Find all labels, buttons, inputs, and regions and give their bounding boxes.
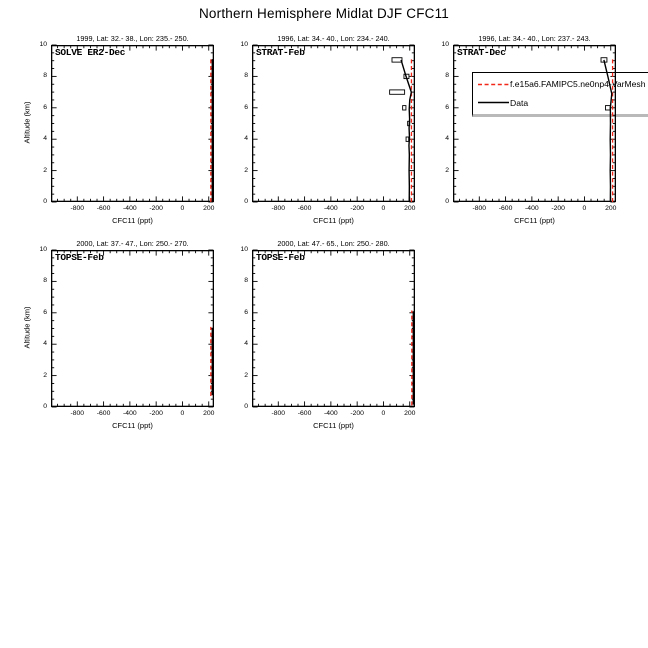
y-tick-label: 4 — [43, 135, 47, 143]
x-axis-title: CFC11 (ppt) — [514, 216, 555, 225]
x-tick-label: -600 — [297, 410, 312, 417]
y-tick-label: 10 — [240, 41, 248, 48]
x-tick-label: -200 — [149, 205, 163, 212]
x-tick-label: -400 — [324, 410, 338, 417]
x-tick-label: -800 — [472, 205, 487, 212]
panel-campaign-label: TOPSE-Feb — [256, 252, 305, 263]
x-tick-label: 0 — [381, 205, 386, 212]
panel-plot-svg — [252, 45, 415, 202]
legend-entry-label: f.e15a6.FAMIPC5.ne0np4-VarMesh — [510, 79, 646, 90]
y-tick-label: 2 — [43, 371, 47, 379]
x-tick-label: -400 — [123, 205, 137, 212]
x-axis-title: CFC11 (ppt) — [313, 421, 354, 430]
x-tick-label: -600 — [498, 205, 513, 212]
x-axis-title: CFC11 (ppt) — [313, 216, 354, 225]
y-tick-label: 8 — [43, 277, 47, 285]
panel-plot-svg — [51, 45, 214, 202]
x-tick-label: 200 — [203, 205, 215, 212]
x-tick-label: -200 — [350, 410, 364, 417]
y-tick-label: 0 — [43, 198, 47, 205]
y-tick-label: 0 — [445, 198, 449, 205]
y-tick-label: 8 — [445, 72, 449, 80]
x-tick-label: -200 — [149, 410, 163, 417]
y-tick-label: 8 — [244, 277, 248, 285]
y-tick-label: 4 — [43, 340, 47, 348]
panel-header: 2000, Lat: 37.- 47., Lon: 250.- 270. — [76, 239, 189, 248]
x-tick-label: -400 — [525, 205, 539, 212]
y-tick-label: 8 — [244, 72, 248, 80]
y-tick-label: 2 — [244, 166, 248, 174]
y-tick-label: 6 — [43, 103, 47, 111]
x-tick-label: -600 — [96, 205, 111, 212]
panel-plot-svg — [252, 250, 415, 407]
figure-title: Northern Hemisphere Midlat DJF CFC11 — [198, 6, 450, 21]
y-tick-label: 2 — [43, 166, 47, 174]
panel-header: 1999, Lat: 32.- 38., Lon: 235.- 250. — [76, 34, 189, 43]
y-tick-label: 4 — [445, 135, 449, 143]
y-tick-label: 10 — [39, 246, 47, 253]
y-tick-label: 10 — [39, 41, 47, 48]
x-tick-label: -600 — [297, 205, 312, 212]
panel-campaign-label: SOLVE ER2-Dec — [55, 47, 126, 58]
x-tick-label: 200 — [404, 205, 416, 212]
profile-panel-1 — [22, 34, 215, 225]
y-tick-label: 0 — [244, 198, 248, 205]
x-tick-label: -800 — [271, 410, 286, 417]
legend-entry-label: Data — [510, 97, 529, 108]
panel-campaign-label: STRAT-Dec — [457, 47, 506, 58]
profile-panel-3 — [441, 34, 617, 225]
x-tick-label: -200 — [350, 205, 364, 212]
y-tick-label: 0 — [43, 403, 47, 410]
x-tick-label: -400 — [123, 410, 137, 417]
profile-panel-4 — [22, 239, 215, 430]
panel-campaign-label: STRAT-Feb — [256, 47, 305, 58]
x-tick-label: 0 — [381, 410, 386, 417]
y-tick-label: 6 — [43, 308, 47, 316]
y-tick-label: 6 — [445, 103, 449, 111]
x-axis-title: CFC11 (ppt) — [112, 421, 153, 430]
x-tick-label: -800 — [70, 410, 85, 417]
panel-plot-svg — [51, 250, 214, 407]
y-tick-label: 4 — [244, 340, 248, 348]
x-tick-label: -800 — [70, 205, 85, 212]
y-axis-title: Altitude (km) — [22, 305, 32, 349]
x-tick-label: 200 — [203, 410, 215, 417]
profile-panel-2 — [240, 34, 416, 225]
panel-header: 2000, Lat: 47.- 65., Lon: 250.- 280. — [277, 239, 390, 248]
x-tick-label: -200 — [551, 205, 565, 212]
panel-header: 1996, Lat: 34.- 40., Lon: 237.- 243. — [478, 34, 591, 43]
y-tick-label: 2 — [445, 166, 449, 174]
x-tick-label: 200 — [404, 410, 416, 417]
y-tick-label: 10 — [240, 246, 248, 253]
x-tick-label: 200 — [605, 205, 617, 212]
panel-campaign-label: TOPSE-Feb — [55, 252, 104, 263]
panel-plot-svg — [453, 45, 616, 202]
x-axis-title: CFC11 (ppt) — [112, 216, 153, 225]
y-tick-label: 8 — [43, 72, 47, 80]
y-tick-label: 6 — [244, 103, 248, 111]
y-axis-title: Altitude (km) — [22, 100, 32, 144]
x-tick-label: -800 — [271, 205, 286, 212]
y-tick-label: 10 — [441, 41, 449, 48]
x-tick-label: 0 — [180, 205, 185, 212]
panel-header: 1996, Lat: 34.- 40., Lon: 234.- 240. — [277, 34, 390, 43]
y-tick-label: 4 — [244, 135, 248, 143]
y-tick-label: 6 — [244, 308, 248, 316]
x-tick-label: -400 — [324, 205, 338, 212]
y-tick-label: 2 — [244, 371, 248, 379]
y-tick-label: 0 — [244, 403, 248, 410]
x-tick-label: 0 — [582, 205, 587, 212]
profile-panel-5 — [240, 239, 416, 430]
x-tick-label: -600 — [96, 410, 111, 417]
x-tick-label: 0 — [180, 410, 185, 417]
